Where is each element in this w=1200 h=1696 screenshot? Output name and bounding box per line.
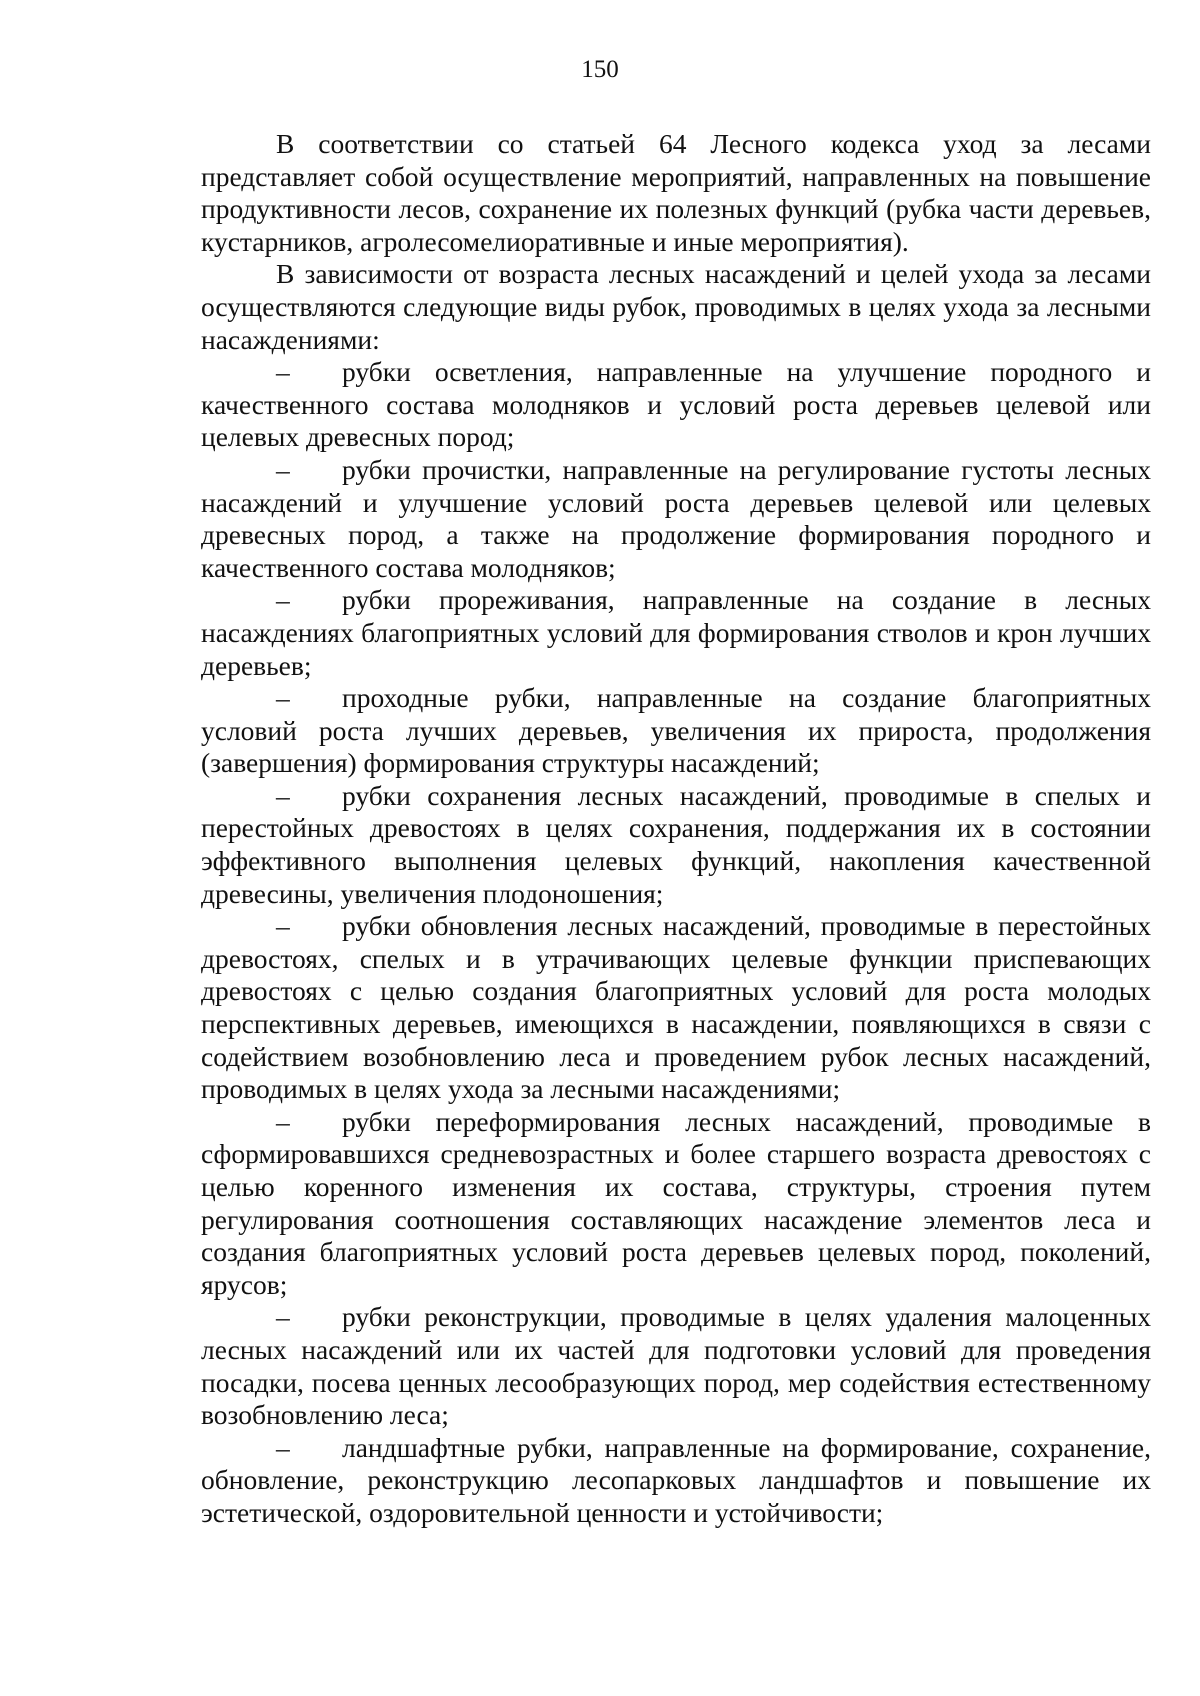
list-item-text: рубки переформирования лесных насаждений, проводимые в сформировавшихся средневозрастных и более старшего возраста древостоях с целью коренного изменения их состава, структуры, строения путем регулирования соотношения составляющих насаждение элементов леса и создания благоприятных условий роста деревьев целевых пород, поколений, ярусов; [201, 1105, 1151, 1300]
list-item [201, 454, 1151, 584]
dash-bullet: – [276, 584, 290, 616]
paragraph-cutting-types: В зависимости от возраста лесных насаждений и целей ухода за лесами осуществляются следующие виды рубок, проводимых в целях ухода за лесными насаждениями: [201, 258, 1151, 355]
paragraph-intro: В соответствии со статьей 64 Лесного кодекса уход за лесами представляет собой осуществление мероприятий, направленных на повышение продуктивности лесов, сохранение их полезных функций (рубка части деревьев, кустарников, агролесомелиоративные и иные мероприятия). [201, 128, 1151, 257]
list-item [201, 1301, 1151, 1431]
list-item [201, 356, 1151, 454]
dash-bullet: – [276, 779, 290, 811]
list-item-text: рубки сохранения лесных насаждений, проводимые в спелых и перестойных древостоях в целях сохранения, поддержания их в состоянии эффективного выполнения целевых функций, накопления качественной древесины, увеличения плодоношения; [201, 779, 1151, 909]
list-item [201, 584, 1151, 682]
list-item-text: рубки реконструкции, проводимые в целях удаления малоценных лесных насаждений или их частей для подготовки условий для проведения посадки, посева ценных лесообразующих пород, мер содействия естественному возобновлению леса; [201, 1301, 1151, 1431]
dash-bullet: – [276, 682, 290, 714]
dash-bullet: – [276, 453, 290, 485]
page-number: 150 [581, 56, 619, 83]
dash-bullet: – [276, 1105, 290, 1137]
list-item-text: проходные рубки, направленные на создание благоприятных условий роста лучших деревьев, увеличения их прироста, продолжения (завершения) формирования структуры насаждений; [201, 682, 1151, 779]
dash-bullet: – [276, 1431, 290, 1463]
list-item [201, 1106, 1151, 1302]
dash-bullet: – [276, 1301, 290, 1333]
list-item [201, 910, 1151, 1106]
list-item [201, 780, 1151, 910]
list-item-text: рубки осветления, направленные на улучшение породного и качественного состава молодняков и условий роста деревьев целевой или целевых древесных пород; [201, 356, 1151, 453]
list-item-text: рубки прореживания, направленные на создание в лесных насаждениях благоприятных условий для формирования стволов и крон лучших деревьев; [201, 584, 1151, 681]
list-item-text: рубки прочистки, направленные на регулирование густоты лесных насаждений и улучшение условий роста деревьев целевой или целевых древесных пород, а также на продолжение формирования породного и качественного состава молодняков; [201, 453, 1151, 583]
list-item [201, 682, 1151, 780]
list-item [201, 1432, 1151, 1530]
dash-bullet: – [276, 356, 290, 388]
list-item-text: ландшафтные рубки, направленные на формирование, сохранение, обновление, реконструкцию лесопарковых ландшафтов и повышение их эстетической, оздоровительной ценности и устойчивости; [201, 1431, 1151, 1528]
dash-bullet: – [276, 910, 290, 942]
list-item-text: рубки обновления лесных насаждений, проводимые в перестойных древостоях, спелых и в утрачивающих целевые функции приспевающих древостоях с целью создания благоприятных условий для роста молодых перспективных деревьев, имеющихся в насаждении, появляющихся в связи с содействием возобновлению леса и проведением рубок лесных насаждений, проводимых в целях ухода за лесными насаждениями; [201, 910, 1151, 1105]
document-body [201, 128, 1151, 1530]
